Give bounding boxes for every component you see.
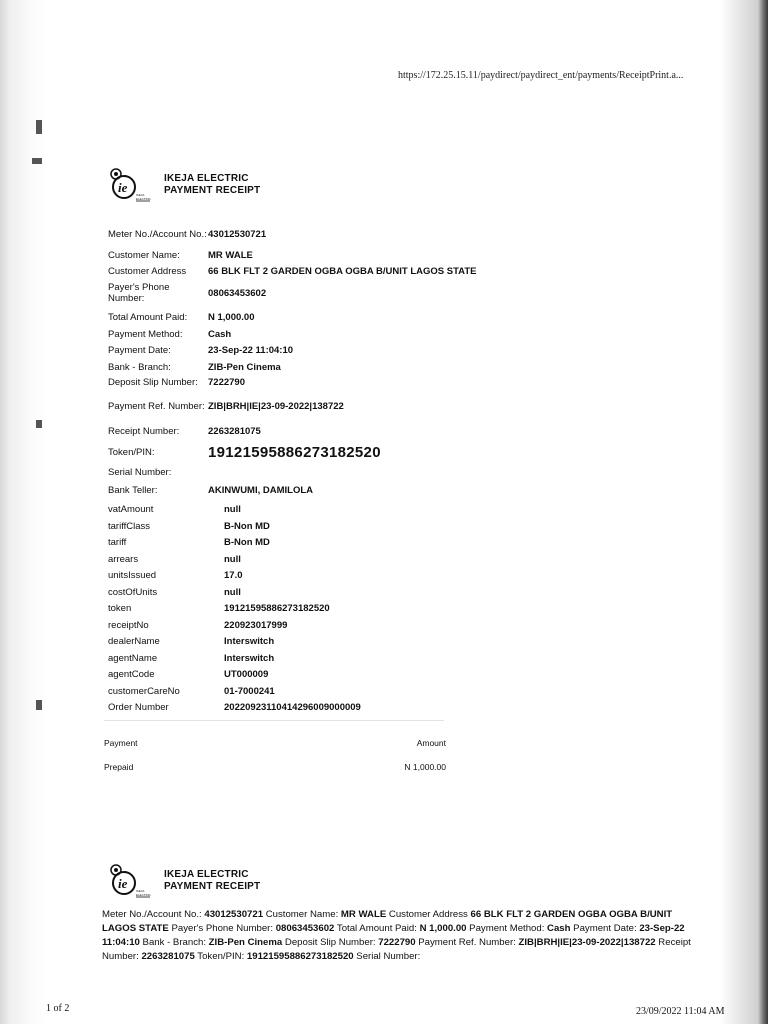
field-tariff-class [108,518,508,534]
summary-label: Payment Ref. Number: [415,937,519,948]
summary-value: Cash [547,923,571,934]
field-value: 7222790 [208,376,245,388]
field-meter-no [108,222,508,246]
field-label: Total Amount Paid: [108,311,188,323]
company-name: IKEJA ELECTRIC [164,869,249,880]
summary-label: Customer Address [386,909,471,920]
summary-label: Payment Method: [466,923,548,934]
divider [104,720,444,721]
field-label: customerCareNo [108,685,180,697]
field-label: Payer's Phone Number: [108,282,170,304]
summary-value: 08063453602 [275,923,335,934]
field-customer-address [108,264,508,278]
table-header-row [104,732,446,754]
field-deposit-slip [108,375,508,389]
scan-right-edge [720,0,768,1024]
field-value: ZIB|BRH|IE|23-09-2022|138722 [208,400,344,412]
field-label: arrears [108,553,139,565]
summary-label: Payment Date: [570,923,640,934]
field-value: 2263281075 [208,425,261,437]
field-receipt-no [108,617,508,633]
field-label: Receipt Number: [108,425,180,437]
field-cost-of-units [108,584,508,600]
summary-value: 43012530721 [204,909,264,920]
receipt-fields [108,222,508,716]
scan-mark [32,158,42,164]
summary-value: 7222790 [378,937,416,948]
ikeja-electric-logo [106,862,154,900]
field-value: 66 BLK FLT 2 GARDEN OGBA OGBA B/UNIT LAGOS STATE [208,265,477,277]
svg-text:ELECTRIC: ELECTRIC [136,893,151,897]
field-value: 20220923110414296009000009 [224,702,361,713]
company-name: IKEJA ELECTRIC [164,173,249,184]
field-agent-code [108,666,508,683]
field-label: tariffClass [108,520,151,532]
receipt-header-bottom [106,862,260,900]
field-arrears [108,551,508,567]
field-label: token [108,603,132,614]
field-value: AKINWUMI, DAMILOLA [208,484,314,496]
payment-table [104,732,446,778]
svg-text:ie: ie [118,180,128,195]
svg-text:IKEJA: IKEJA [136,193,145,197]
field-label: Payment Date: [108,345,171,356]
field-label: Token/PIN: [108,446,155,458]
summary-label: Customer Name: [263,909,341,920]
field-label: Bank - Branch: [108,361,171,373]
field-value: Cash [208,328,232,340]
page-number: 1 of 2 [46,1003,70,1014]
field-value: null [224,504,241,515]
field-label: Bank Teller: [108,484,158,496]
summary-label: Serial Number: [353,951,421,962]
summary-label: Meter No./Account No.: [102,909,205,920]
summary-value: 2263281075 [141,951,195,962]
svg-text:ELECTRIC: ELECTRIC [136,197,151,201]
scan-mark [36,420,42,428]
summary-label: Total Amount Paid: [334,923,420,934]
field-bank-branch [108,359,508,375]
receipt-title: PAYMENT RECEIPT [164,881,261,892]
payment-type-cell: Prepaid [104,762,134,772]
field-label: Meter No./Account No.: [108,228,207,240]
field-token-pin [108,439,508,465]
scan-left-edge [0,0,46,1024]
receipt-header [106,166,260,204]
field-value: Interswitch [224,652,275,664]
field-value: B-Non MD [224,520,270,532]
summary-value: N 1,000.00 [419,923,467,934]
field-label: Payment Ref. Number: [108,400,205,412]
field-label: Customer Name: [108,249,180,261]
field-value: Interswitch [224,636,275,647]
field-value: MR WALE [208,249,253,261]
field-value: 23-Sep-22 11:04:10 [208,345,294,356]
field-total-amount [108,308,508,326]
scan-mark [36,700,42,710]
field-label: Order Number [108,702,169,713]
summary-label: Bank - Branch: [139,937,209,948]
field-label: Customer Address [108,265,187,277]
print-datetime: 23/09/2022 11:04 AM [636,1006,725,1017]
summary-value: 19121595886273182520 [246,951,354,962]
ikeja-electric-logo [106,166,154,204]
field-value: N 1,000.00 [208,311,255,323]
receipt-title: PAYMENT RECEIPT [164,185,261,196]
field-value: 08063453602 [208,287,267,299]
field-vat-amount [108,501,508,518]
summary-value: 23-Sep-22 11:04:10 [102,923,685,948]
field-value: 19121595886273182520 [208,443,381,461]
page-url: https://172.25.15.11/paydirect/paydirect_ent/payments/ReceiptPrint.a... [398,70,684,81]
summary-label: Token/PIN: [194,951,247,962]
field-payer-phone [108,278,508,308]
field-value: ZIB-Pen Cinema [208,361,281,373]
summary-value: MR WALE [340,909,387,920]
field-value: null [224,553,241,565]
field-serial-number [108,465,508,479]
field-label: agentName [108,652,158,664]
table-row [104,756,446,778]
field-receipt-number [108,423,508,439]
field-order-number [108,699,508,716]
field-dealer-name [108,633,508,650]
summary-label: Deposit Slip Number: [282,937,379,948]
field-value: 19121595886273182520 [224,603,330,614]
field-payment-date [108,342,508,359]
field-label: Deposit Slip Number: [108,376,198,388]
scan-mark [36,120,42,134]
field-label: agentCode [108,669,155,680]
field-payment-ref [108,389,508,423]
summary-value: ZIB-Pen Cinema [208,937,283,948]
summary-label: Payer's Phone Number: [168,923,276,934]
field-agent-name [108,650,508,666]
summary-value: 66 BLK FLT 2 GARDEN OGBA OGBA B/UNIT LAGOS STATE [102,909,673,934]
field-label: unitsIssued [108,570,157,581]
receipt-summary-paragraph [102,908,702,964]
field-value: B-Non MD [224,537,270,548]
field-value: null [224,586,241,598]
svg-text:IKEJA: IKEJA [136,889,145,893]
summary-value: ZIB|BRH|IE|23-09-2022|138722 [518,937,656,948]
summary-label: Receipt Number: [102,937,691,962]
field-value: 43012530721 [208,228,267,240]
column-header-payment: Payment [104,738,138,748]
field-customer-name [108,246,508,264]
field-value: 17.0 [224,570,243,581]
field-label: tariff [108,537,127,548]
field-label: vatAmount [108,504,154,515]
field-label: costOfUnits [108,586,158,598]
field-units-issued [108,567,508,584]
field-value: 220923017999 [224,619,288,631]
field-value: UT000009 [224,669,269,680]
field-tariff [108,534,508,551]
field-payment-method [108,326,508,342]
field-label: dealerName [108,636,160,647]
amount-cell: N 1,000.00 [404,762,446,772]
field-label: Payment Method: [108,328,183,340]
column-header-amount: Amount [416,738,446,748]
field-token [108,600,508,617]
field-bank-teller [108,479,508,501]
field-label: Serial Number: [108,466,172,478]
field-label: receiptNo [108,619,149,631]
svg-text:ie: ie [118,876,128,891]
field-value: 01-7000241 [224,685,275,697]
field-customer-care-no [108,683,508,699]
